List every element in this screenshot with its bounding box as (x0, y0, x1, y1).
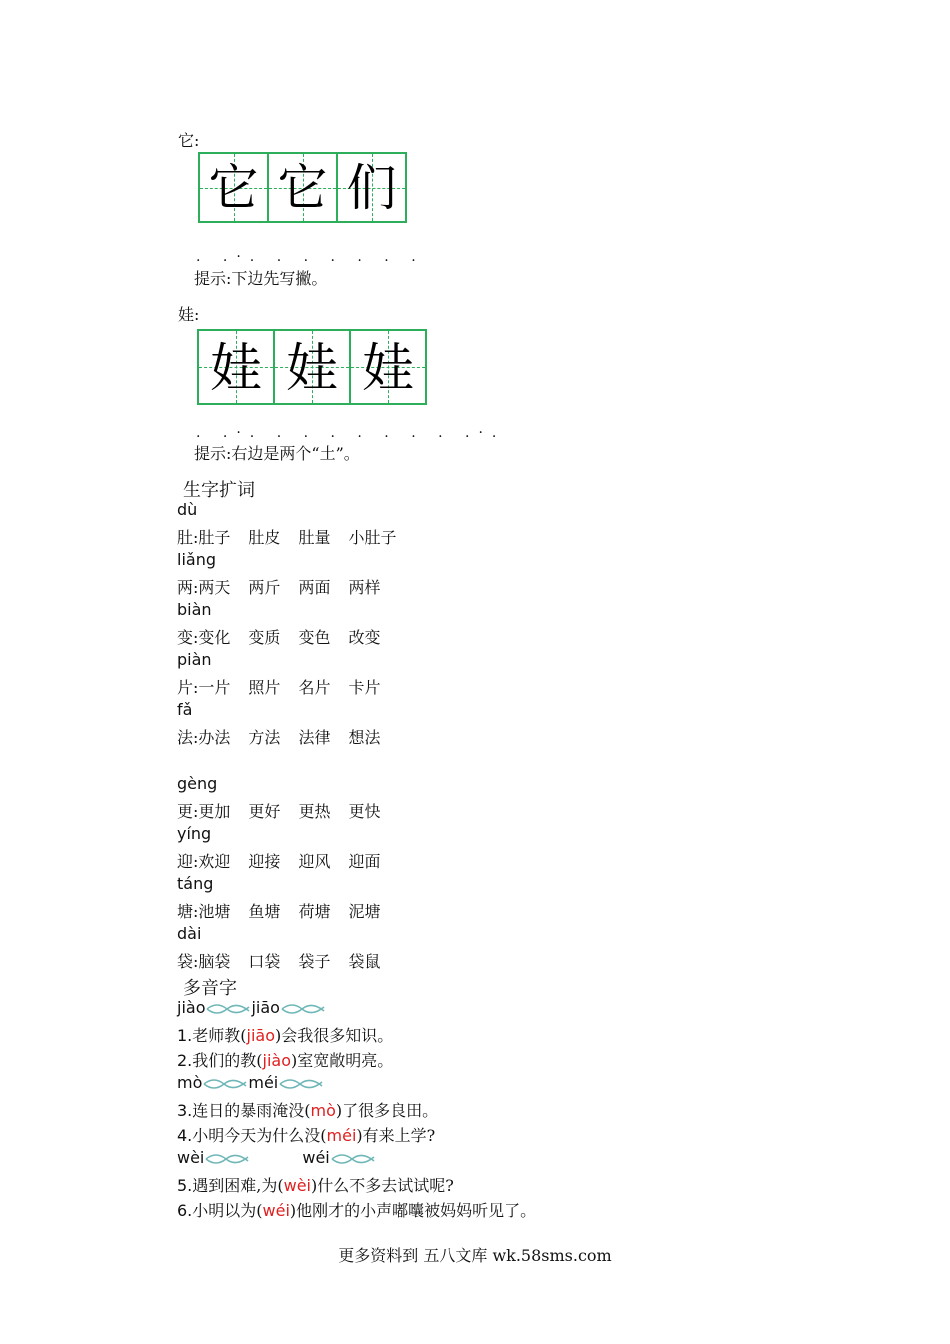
pinyin-b: méi (248, 1073, 279, 1092)
sentence: 1.老师教(jiāo)会我很多知识。 (177, 1026, 394, 1045)
writing-cell: 娃 (273, 329, 351, 405)
vocab-title: 生字扩词 (183, 480, 255, 501)
word: 变质 (248, 628, 281, 647)
word: 肚量 (298, 528, 331, 547)
pinyin: yíng (177, 824, 212, 843)
pinyin: piàn (177, 650, 212, 669)
word: 口袋 (248, 952, 281, 971)
char1-grid (198, 152, 405, 223)
word: 方法 (248, 728, 281, 747)
word: 泥塘 (348, 902, 381, 921)
word: 迎面 (348, 852, 381, 871)
word: 袋子 (298, 952, 331, 971)
answer: wèi (283, 1176, 311, 1195)
wave-icon (330, 1152, 376, 1166)
word: 两面 (298, 578, 331, 597)
word-row (177, 625, 398, 648)
word-row (177, 575, 398, 598)
word: 卡片 (348, 678, 381, 697)
writing-cell: 娃 (197, 329, 275, 405)
answer: mò (310, 1101, 336, 1120)
polyphone-title: 多音字 (183, 978, 237, 999)
word-head: 两: (177, 578, 199, 597)
word: 变色 (298, 628, 331, 647)
word: 更热 (298, 802, 331, 821)
word: 荷塘 (298, 902, 331, 921)
word-head: 变: (177, 628, 199, 647)
char2-label: 娃: (178, 305, 200, 324)
answer: jiāo (246, 1026, 275, 1045)
word: 脑袋 (198, 952, 231, 971)
answer: méi (326, 1126, 357, 1145)
word: 名片 (298, 678, 331, 697)
word-head: 迎: (177, 852, 199, 871)
wave-icon (278, 1077, 324, 1091)
char1-hint: 提示:下边先写撇。 (194, 269, 328, 288)
word: 改变 (348, 628, 381, 647)
word: 池塘 (198, 902, 231, 921)
word: 办法 (198, 728, 231, 747)
pinyin-b: jiāo (251, 998, 280, 1017)
word: 更好 (248, 802, 281, 821)
word-row (177, 725, 398, 748)
char2-hint: 提示:右边是两个“土”。 (194, 444, 360, 463)
word-row (177, 849, 398, 872)
answer: jiào (262, 1051, 291, 1070)
word: 两样 (348, 578, 381, 597)
word: 袋鼠 (348, 952, 381, 971)
wave-icon (280, 1002, 326, 1016)
writing-cell: 们 (336, 152, 407, 223)
char2-grid (197, 329, 425, 405)
word: 两斤 (248, 578, 281, 597)
word: 想法 (348, 728, 381, 747)
word-head: 肚: (177, 528, 199, 547)
word-row (177, 675, 398, 698)
pinyin: biàn (177, 600, 212, 619)
word: 两天 (198, 578, 231, 597)
pinyin: táng (177, 874, 214, 893)
word: 迎接 (248, 852, 281, 871)
word-head: 袋: (177, 952, 199, 971)
pinyin: dù (177, 500, 198, 519)
word-row (177, 899, 398, 922)
word: 欢迎 (198, 852, 231, 871)
word-row (177, 525, 414, 548)
word-head: 片: (177, 678, 199, 697)
sentence: 5.遇到困难,为(wèi)什么不多去试试呢? (177, 1176, 454, 1195)
word: 更快 (348, 802, 381, 821)
wave-icon (202, 1077, 248, 1091)
polyphone-pair (177, 1148, 376, 1167)
word: 变化 (198, 628, 231, 647)
pinyin-b: wéi (302, 1148, 330, 1167)
word: 一片 (198, 678, 231, 697)
word-row (177, 949, 398, 972)
word: 更加 (198, 802, 231, 821)
word-head: 塘: (177, 902, 199, 921)
sentence: 3.连日的暴雨淹没(mò)了很多良田。 (177, 1101, 439, 1120)
word: 迎风 (298, 852, 331, 871)
footer-link[interactable]: 更多资料到 五八文库 wk.58sms.com (338, 1246, 612, 1265)
word-row (177, 799, 398, 822)
pinyin-a: jiào (177, 998, 206, 1017)
pinyin: fǎ (177, 700, 193, 719)
emphasis-dots: . .·. . . . . . . . .·. (196, 425, 506, 441)
wave-icon (205, 1002, 251, 1016)
wave-icon (204, 1152, 250, 1166)
word: 小肚子 (348, 528, 397, 547)
writing-cell: 它 (267, 152, 338, 223)
word: 鱼塘 (248, 902, 281, 921)
pinyin: gèng (177, 774, 218, 793)
char1-label: 它: (178, 131, 200, 150)
sentence: 6.小明以为(wéi)他刚才的小声嘟囔被妈妈听见了。 (177, 1201, 537, 1220)
word: 照片 (248, 678, 281, 697)
word-head: 更: (177, 802, 199, 821)
word: 法律 (298, 728, 331, 747)
word-head: 法: (177, 728, 199, 747)
pinyin: dài (177, 924, 202, 943)
pinyin-a: wèi (177, 1148, 205, 1167)
writing-cell: 它 (198, 152, 269, 223)
answer: wéi (262, 1201, 290, 1220)
pinyin-a: mò (177, 1073, 203, 1092)
word: 肚皮 (248, 528, 281, 547)
emphasis-dots: . .·. . . . . . . (196, 249, 425, 265)
writing-cell: 娃 (349, 329, 427, 405)
pinyin: liǎng (177, 550, 216, 569)
sentence: 4.小明今天为什么没(méi)有来上学? (177, 1126, 436, 1145)
polyphone-pair (177, 1073, 324, 1092)
polyphone-pair (177, 998, 326, 1017)
sentence: 2.我们的教(jiào)室宽敞明亮。 (177, 1051, 394, 1070)
word: 肚子 (198, 528, 231, 547)
